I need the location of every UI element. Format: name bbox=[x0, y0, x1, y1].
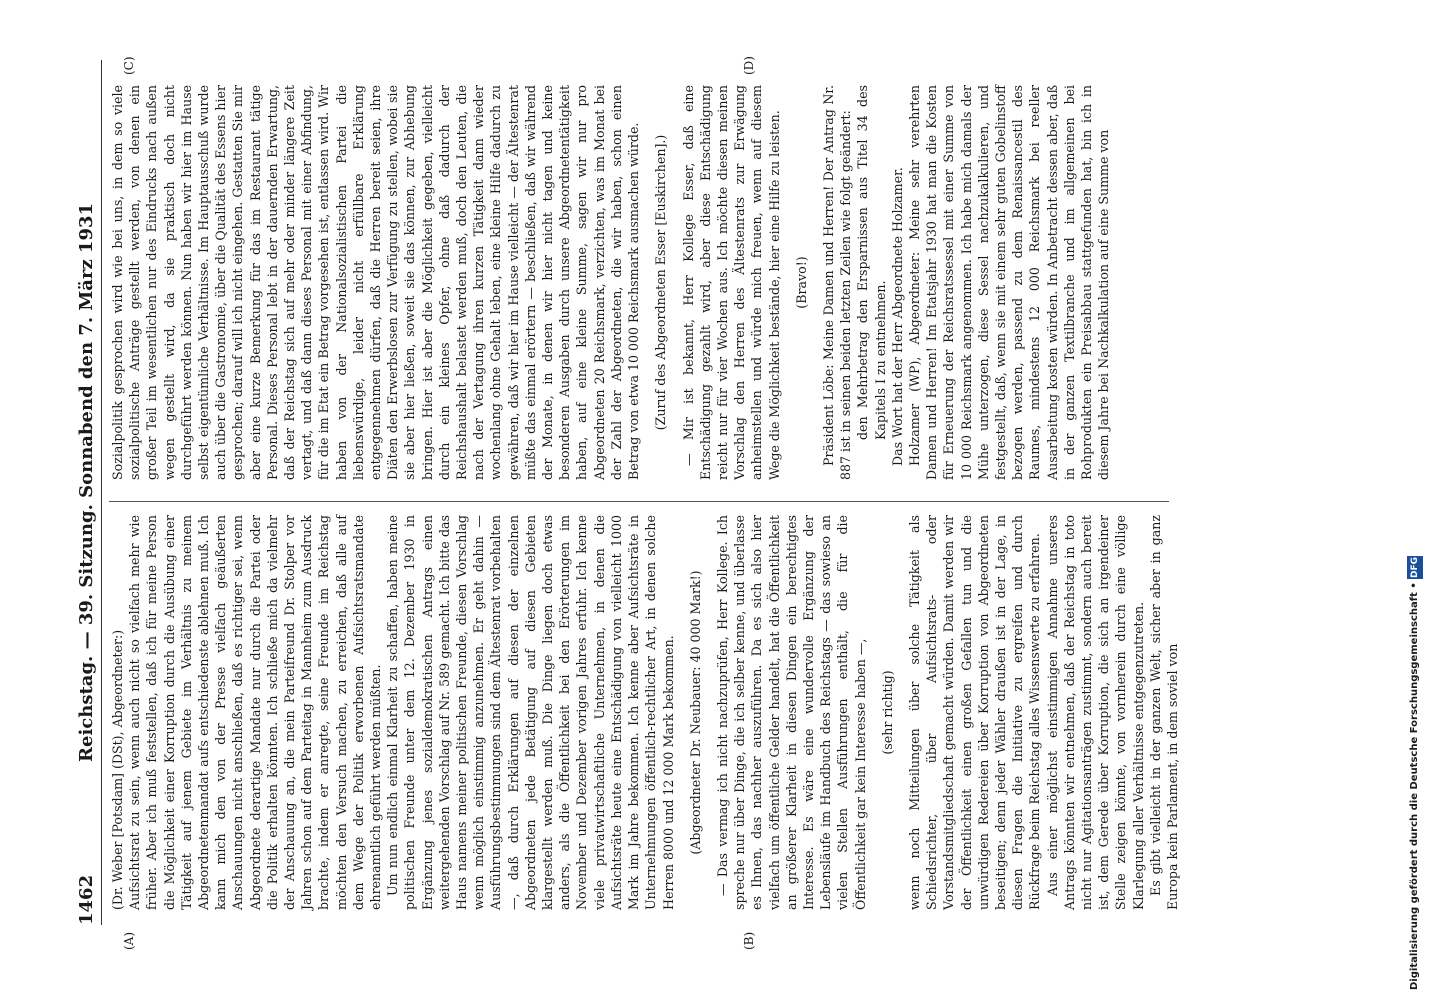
speaker-line: (Dr. Weber [Potsdam] (DSt), Abgeordneter:) bbox=[110, 629, 125, 910]
paragraph: — Das vermag ich nicht nachzuprüfen, Herr Kollege. Ich spreche nur über Dinge, die ich selber kenne, und überlasse es Ihnen, das nachher auszuführen. Da es sich also hier vielfach um öffentliche Gelder handelt, hat die Öffentlichkeit an größerer Klarheit in diesen Dingen ein berechtigtes Interesse. Es wäre eine wundervolle Ergänzung der Lebensläufe im Handbuch des Reichstags — das sowieso an vielen Stellen Ausführungen enthält, die für die Öffentlichkeit gar kein Interesse haben —, bbox=[714, 515, 868, 910]
page-title: Reichstag. — 39. Sitzung. Sonnabend den 7. März 1931 bbox=[76, 202, 97, 762]
paragraph: Präsident Löbe: Meine Damen und Herren! Der Antrag Nr. 887 ist in seinen beiden letzten Zeilen wie folgt geändert: bbox=[820, 85, 854, 480]
paragraph: Um nun endlich einmal Klarheit zu schaffen, haben meine politischen Freunde unter dem 12. Dezember 1930 in Ergänzung jenes sozialdemokratischen Antrags einen weitergehenden Vorschlag auf Nr. 589 gemacht. Ich bitte das Haus namens meiner politischen Freunde, diesen Vorschlag wenn möglich einstimmig anzunehmen. Er geht dahin — Ausführungsbestimmungen sind dem Ältestenrat vorbehalten —, daß durch Erklärungen auf diesen der einzelnen Abgeordneten jede Betätigung auf diesen Gebieten klargestellt werden muß. Die Dinge liegen doch etwas anders, als die Öffentlichkeit bei den Erörterungen im November und Dezember vorigen Jahres erfuhr. Ich kenne viele privatwirtschaftliche Unternehmen, in denen die Aufsichtsräte heute eine Entschädigung von vielleicht 1000 Mark im Jahre bekommen. Ich kenne aber Aufsichtsräte in Unternehmungen öffentlich-rechtlicher Art, in denen solche Herren 8000 und 12 000 Mark bekommen. bbox=[385, 515, 676, 910]
dfg-logo: DFG bbox=[1407, 556, 1423, 579]
header-rule bbox=[101, 60, 102, 925]
right-column bbox=[109, 85, 1112, 480]
column-divider bbox=[109, 501, 1169, 502]
interjection: (sehr richtig) bbox=[879, 670, 895, 755]
page-number: 1462 bbox=[76, 874, 97, 925]
page-header bbox=[67, 60, 97, 925]
paragraph: Es gibt vielleicht in der ganzen Welt, sicher aber in ganz Europa kein Parlament, in dem soviel von bbox=[1147, 515, 1180, 910]
interjection: (Zuruf des Abgeordneten Esser [Euskirchen].) bbox=[653, 134, 669, 431]
interjection: (Abgeordneter Dr. Neubauer: 40 000 Mark!) bbox=[687, 570, 703, 855]
interjection: (Bravo!) bbox=[793, 256, 809, 309]
paragraph: wenn noch Mitteilungen über solche Tätigkeit als Schiedsrichter, über Aufsichtsrats- oder Vorstandsmitgliedschaft gemacht würden. Damit werden wir der Öffentlichkeit einen großen Gefallen tun und die unwürdigen Redereien über Korruption von Abgeordneten beseitigen; denn jeder Wähler draußen ist in der Lage, in diesen Fragen die Initiative zu ergreifen und durch Rückfrage beim Reichstag alles Wissenswerte zu erfahren. bbox=[906, 515, 1043, 910]
document-page bbox=[27, 20, 1407, 980]
paragraph: Aus einer möglichst einstimmigen Annahme unseres Antrags könnten wir entnehmen, daß der Reichstag in toto nicht nur Agitationsanträgen zustimmt, sondern auch bereit ist, dem Gerede über Korruption, die sich an irgendeiner Stelle zeigen könnte, von vornherein durch eine völlige Klarlegung aller Verhältnisse entgegenzutreten. bbox=[1044, 515, 1146, 910]
footer-credit bbox=[1407, 10, 1426, 990]
margin-mark-d: (D) bbox=[742, 56, 756, 75]
paragraph: Aufsichtsrat zu sein, wenn auch nicht so vielfach mehr wie früher. Aber ich muß feststellen, daß ich für meine Person die Möglichkeit einer Korruption durch die Ausübung einer Tätigkeit auf jenem Gebiete im Verhältnis zu meinem Abgeordnetenmandat aufs entschiedenste ablehnen muß. Ich kann mich den von der Presse vielfach geäußerten Anschauungen nicht anschließen, daß es richtiger sei, wenn Abgeordnete derartige Mandate nur durch die Partei oder die Politik erhalten könnten. Ich schließe mich da vielmehr der Anschauung an, die mein Parteifreund Dr. Stolper vor Jahren schon auf dem Parteitag in Mannheim zum Ausdruck brachte, indem er anregte, seine Freunde im Reichstag möchten den Versuch machen, zu erreichen, daß alle auf dem Wege der Politik erworbenen Aufsichtsratsmandate ehrenamtlich geführt werden müßten. bbox=[127, 515, 384, 910]
quoted-text: den Mehrbetrag den Ersparnissen aus Titel 34 des Kapitels I zu entnehmen. bbox=[855, 85, 888, 440]
paragraph: Das Wort hat der Herr Abgeordnete Holzamer. bbox=[889, 167, 905, 466]
paragraph: Holzamer (WP), Abgeordneter: Meine sehr verehrten Damen und Herren! Im Etatsjahr 1930 hat man die Kosten für Erneuerung der Reichsratssessel mit einer Summe von 10 000 Reichsmark angenommen. Ich habe mich damals der Mühe unterzogen, diese Sessel nachzukalkulieren, und festgestellt, daß, wenn sie mit einem sehr guten Gobelinstoff bezogen werden, passend zu dem Renaissancestil des Raumes, mindestens 12 000 Reichsmark bei reeller Ausarbeitung kosten würden. In Anbetracht dessen aber, daß in der ganzen Textilbranche und im allgemeinen bei Rohprodukten ein Preisabbau stattgefunden hat, bin ich in diesem Jahre bei Nachkalkulation auf eine Summe von bbox=[906, 85, 1112, 480]
footer-text: Digitalisierung gefördert durch die Deutsche Forschungsgemeinschaft • bbox=[1409, 582, 1420, 990]
margin-mark-b: (B) bbox=[742, 931, 756, 950]
margin-mark-c: (C) bbox=[122, 56, 136, 75]
left-column bbox=[109, 515, 1181, 910]
paragraph: Sozialpolitik gesprochen wird wie bei uns, in dem so viele sozialpolitische Anträge gestellt werden, von denen ein großer Teil im wesentlichen nur des Eindrucks nach außen wegen gestellt wird, da sie praktisch doch nicht durchgeführt werden können. Nun haben wir hier im Hause selbst eigentümliche Verhältnisse. Im Hauptausschuß wurde auch über die Gastronomie, über die Qualität des Essens hier gesprochen; darauf will ich nicht eingehen. Gestatten Sie mir aber eine kurze Bemerkung für das im Restaurant tätige Personal. Dieses Personal lebt in der dauernden Erwartung, daß der Reichstag sich auf mehr oder minder längere Zeit vertagt, und daß dann dieses Personal mit einer Abfindung, für die im Etat ein Betrag vorgesehen ist, entlassen wird. Wir haben von der Nationalsozialistischen Partei die liebenswürdige, leider nicht erfüllbare Erklärung entgegennehmen dürfen, daß die Herren bereit seien, ihre Diäten den Erwerbslosen zur Verfügung zu stellen, wobei sie sie aber hier ließen, soweit sie das können, zur Abhebung bringen. Hier ist aber die Möglichkeit gegeben, vielleicht durch ein kleines Opfer, ohne daß dadurch der Reichshaushalt belastet werden muß, doch den Leuten, die nach der Vertagung ihren kurzen Tätigkeit dann wieder wochenlang ohne Gehalt leben, eine kleine Hilfe dadurch zu gewähren, daß wir hier im Hause vielleicht — der Ältestenrat müßte das einmal erörtern — beschließen, daß wir während der Monate, in denen wir hier nicht tagen und keine besonderen Ausgaben durch unsere Abgeordnetentätigkeit haben, auf eine kleine Summe, sagen wir nur pro Abgeordneten 20 Reichsmark, verzichten, was im Monat bei der Zahl der Abgeordneten, die wir haben, schon einen Betrag von etwa 10 000 Reichsmark ausmachen würde. bbox=[110, 85, 642, 480]
paragraph: — Mir ist bekannt, Herr Kollege Esser, daß eine Entschädigung gezahlt wird, aber diese Entschädigung reicht nur für vier Wochen aus. Ich möchte diesen meinen Vorschlag den Herren des Ältestenrats zur Erwägung anheimstellen und würde mich freuen, wenn auf diesem Wege die Möglichkeit bestände, hier eine Hilfe zu leisten. bbox=[680, 85, 782, 480]
margin-mark-a: (A) bbox=[122, 931, 136, 950]
